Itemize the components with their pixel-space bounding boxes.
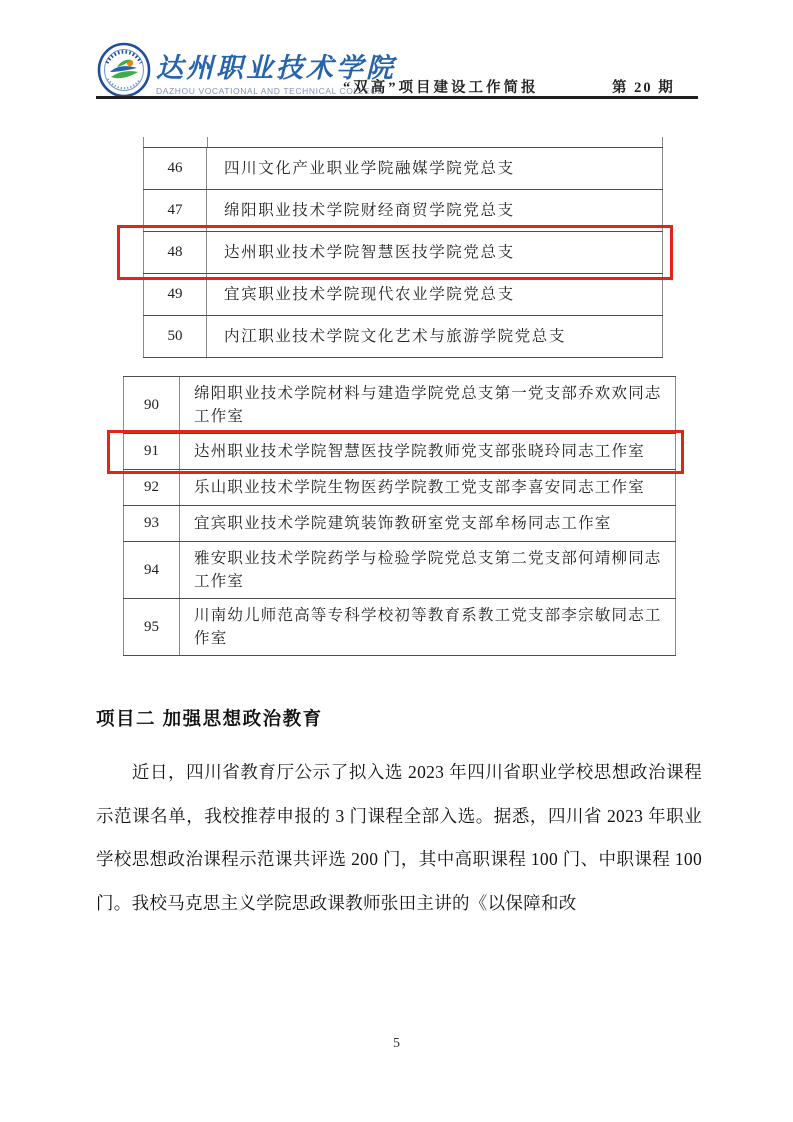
row-number-cell: 92 [123, 470, 180, 505]
table-row [123, 599, 676, 656]
table-row [143, 190, 663, 232]
table-row-highlighted [123, 434, 676, 470]
party-branch-table [143, 137, 663, 358]
page-number: 5 [393, 1036, 400, 1051]
row-number-cell: 49 [143, 274, 207, 315]
row-name-cell: 达州职业技术学院智慧医技学院教师党支部张晓玲同志工作室 [180, 434, 676, 469]
row-number-cell: 95 [123, 599, 180, 655]
issue-number: 第 20 期 [612, 80, 675, 96]
table-row [123, 377, 676, 434]
row-name-cell: 达州职业技术学院智慧医技学院党总支 [207, 232, 663, 273]
table-row [143, 274, 663, 316]
row-name-cell: 宜宾职业技术学院建筑装饰教研室党支部牟杨同志工作室 [180, 506, 676, 541]
row-number-cell: 90 [123, 377, 180, 433]
table-row-highlighted [143, 232, 663, 274]
body-paragraph: 近日，四川省教育厅公示了拟入选 2023 年四川省职业学校思想政治课程示范课名单，我校推荐申报的 3 门课程全部入选。据悉，四川省 2023 年职业学校思想政治课程示范课共评选 200 门，其中高职课程 100 门、中职课程 100 门。我校马克思主义学院思政课教师张田主讲的《以保障和改 [96, 762, 702, 913]
row-name-cell: 四川文化产业职业学院融媒学院党总支 [207, 148, 663, 189]
row-name-cell: 绵阳职业技术学院材料与建造学院党总支第一党支部乔欢欢同志工作室 [180, 377, 676, 433]
row-number-cell: 50 [143, 316, 207, 357]
row-name-cell: 绵阳职业技术学院财经商贸学院党总支 [207, 190, 663, 231]
table-row [123, 542, 676, 599]
section-heading: 项目二 加强思想政治教育 [96, 708, 323, 729]
table-row [123, 470, 676, 506]
table-row [123, 506, 676, 542]
row-number-cell: 94 [123, 542, 180, 598]
header-divider [96, 96, 698, 99]
table1-partial-row [143, 137, 663, 147]
table-row [143, 148, 663, 190]
table1-partial-row-divider [207, 137, 208, 147]
row-number-cell: 47 [143, 190, 207, 231]
row-name-cell: 乐山职业技术学院生物医药学院教工党支部李喜安同志工作室 [180, 470, 676, 505]
bulletin-title: “双高”项目建设工作简报 [343, 80, 539, 96]
row-number-cell: 48 [143, 232, 207, 273]
college-logo-icon [97, 41, 151, 99]
row-number-cell: 46 [143, 148, 207, 189]
row-name-cell: 雅安职业技术学院药学与检验学院党总支第二党支部何靖柳同志工作室 [180, 542, 676, 598]
row-number-cell: 91 [123, 434, 180, 469]
studio-table [123, 376, 676, 656]
college-name-zh: 达州职业技术学院 [156, 53, 396, 83]
row-name-cell: 川南幼儿师范高等专科学校初等教育系教工党支部李宗敏同志工作室 [180, 599, 676, 655]
row-name-cell: 宜宾职业技术学院现代农业学院党总支 [207, 274, 663, 315]
table-row [143, 316, 663, 358]
college-name-en: DAZHOU VOCATIONAL AND TECHNICAL COLLEGE [156, 86, 384, 96]
row-number-cell: 93 [123, 506, 180, 541]
row-name-cell: 内江职业技术学院文化艺术与旅游学院党总支 [207, 316, 663, 357]
